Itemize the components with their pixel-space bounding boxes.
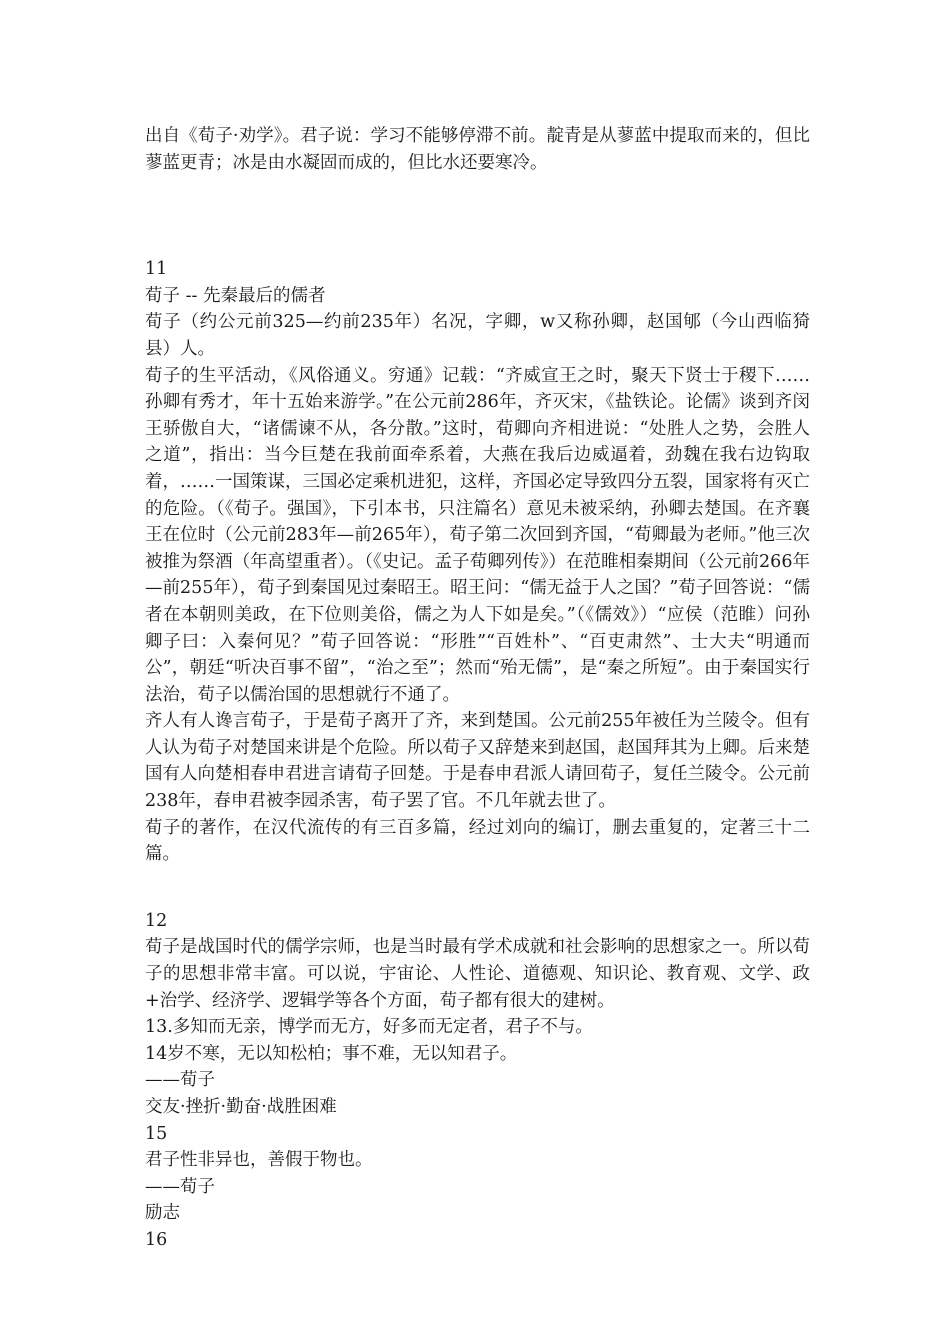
- section-number-11: 11: [145, 259, 168, 280]
- tags-line: 交友·挫折·勤奋·战胜困难: [145, 1097, 337, 1117]
- attribution-line: ——荀子: [145, 1070, 215, 1091]
- paragraph-3: 齐人有人谗言荀子，于是荀子离开了齐，来到楚国。公元前255年被任为兰陵令。但有人认为荀子对楚国来讲是个危险。所以荀子又辞楚来到赵国，赵国拜其为上卿。后来楚国有人向楚相春申君进言请荀子回楚。于是春申君派人请回荀子，复任兰陵令。公元前238年，春申君被李园杀害，荀子罢了官。不几年就去世了。: [145, 711, 810, 812]
- paragraph-4: 荀子的著作，在汉代流传的有三百多篇，经过刘向的编订，删去重复的，定著三十二篇。: [145, 817, 810, 865]
- tag-line: 励志: [145, 1203, 180, 1224]
- quote-line-15: 君子性非异也，善假于物也。: [145, 1150, 373, 1171]
- quote-line-13: 13.多知而无亲，博学而无方，好多而无定者，君子不与。: [145, 1017, 593, 1038]
- section-number-15: 15: [145, 1123, 168, 1144]
- paragraph-5: 荀子是战国时代的儒学宗师，也是当时最有学术成就和社会影响的思想家之一。所以荀子的思想非常丰富。可以说，宇宙论、人性论、道德观、知识论、教育观、文学、政+治学、经济学、逻辑学等各个方面，荀子都有很大的建树。: [145, 937, 810, 1011]
- attribution-line: ——荀子: [145, 1176, 215, 1197]
- paragraph-2: 荀子的生平活动，《风俗通义。穷通》记载：“齐威宣王之时，聚天下贤士于稷下……孙卿有秀才，年十五始来游学。”在公元前286年，齐灭宋，《盐铁论。论儒》谈到齐闵王骄傲自大，“诸儒谏不从，各分散。”这时，荀卿向齐相进说：“处胜人之势，会胜人之道”，指出：当今巨楚在我前面牵系着，大燕在我后边威逼着，劲魏在我右边钩取着，……一国策谋，三国必定乘机进犯，这样，齐国必定导致四分五裂，国家将有灭亡的危险。（《荀子。强国》，下引本书，只注篇名）意见未被采纳，孙卿去楚国。在齐襄王在位时（公元前283年—前265年），荀子第二次回到齐国，“荀卿最为老师。”他三次被推为祭酒（年高望重者）。（《史记。孟子荀卿列传》）在范睢相秦期间（公元前266年—前255年），荀子到秦国见过秦昭王。昭王问：“儒无益于人之国？”荀子回答说：“儒者在本朝则美政，在下位则美俗，儒之为人下如是矣。”（《儒效》）“应侯（范睢）问孙卿子曰：入秦何见？”荀子回答说：“形胜”“百姓朴”、“百吏肃然”、士大夫“明通而公”，朝廷“听决百事不留”，“治之至”；然而“殆无儒”，是“秦之所短”。由于秦国实行法治，荀子以儒治国的思想就行不通了。: [145, 365, 810, 705]
- intro-paragraph: 出自《荀子·劝学》。君子说：学习不能够停滞不前。靛青是从蓼蓝中提取而来的，但比蓼蓝更青；冰是由水凝固而成的，但比水还要寒冷。: [145, 126, 810, 173]
- quote-line-14: 14岁不寒，无以知松柏；事不难，无以知君子。: [145, 1043, 518, 1064]
- section-title: 荀子 -- 先秦最后的儒者: [145, 285, 326, 306]
- document-body: [145, 123, 810, 1254]
- section-number-16: 16: [145, 1229, 168, 1250]
- paragraph-1: 荀子（约公元前325—约前235年）名况，字卿，w又称孙卿，赵国郇（今山西临猗县）人。: [145, 312, 810, 359]
- section-number-12: 12: [145, 910, 168, 931]
- spacer: [145, 176, 810, 256]
- spacer: [145, 868, 810, 908]
